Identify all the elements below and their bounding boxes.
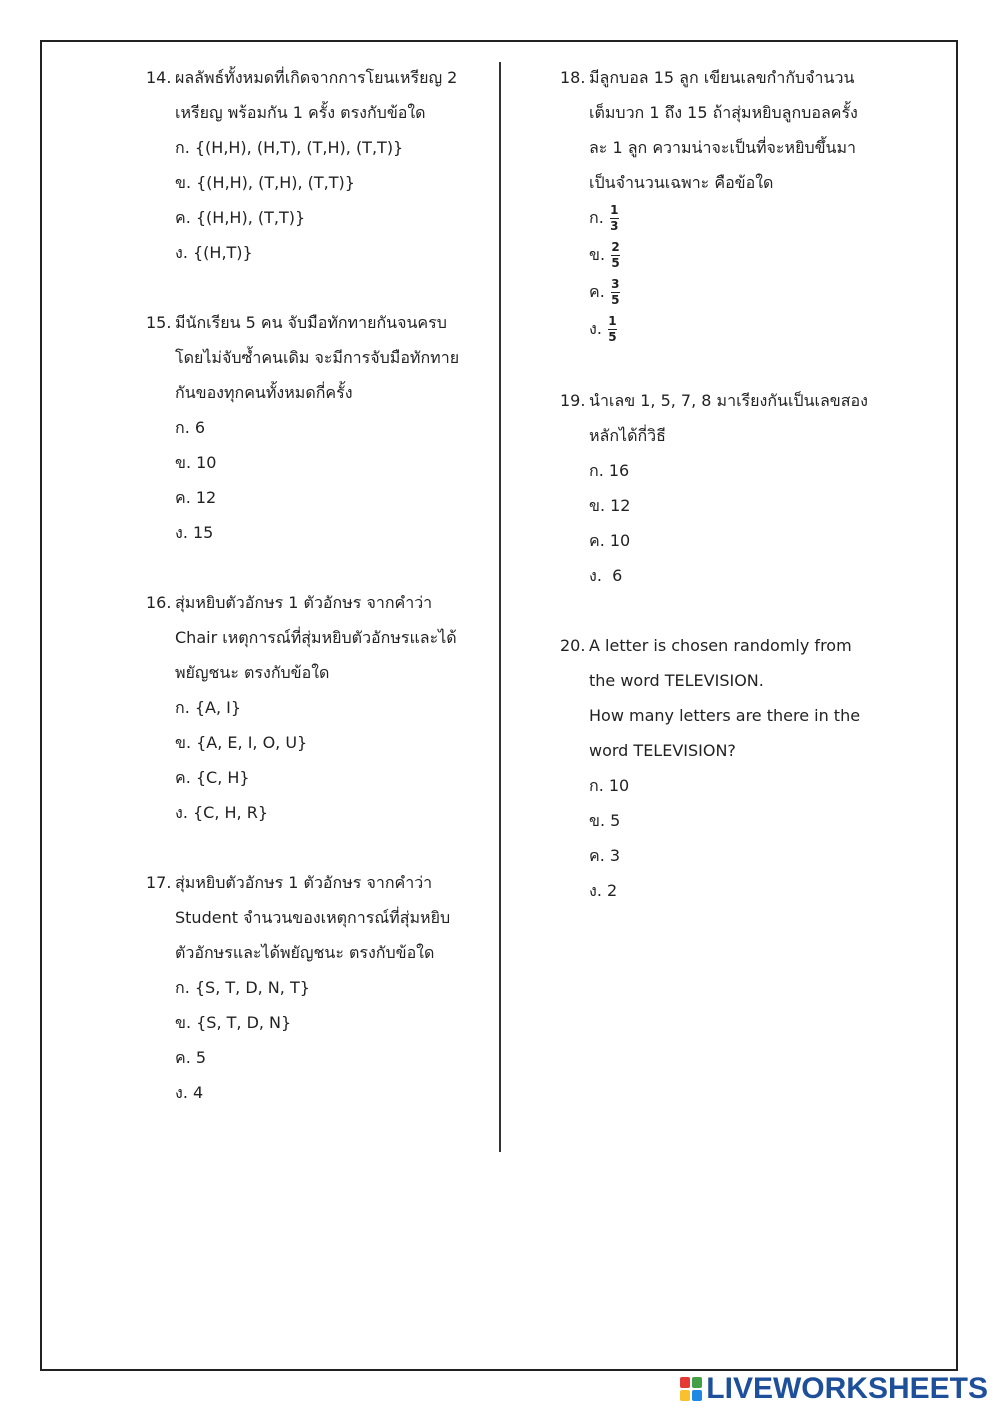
question-text-line: มีนักเรียน 5 คน จับมือทักทายกันจนครบ — [175, 313, 447, 332]
question-16 — [146, 585, 481, 830]
logo-square — [692, 1377, 702, 1388]
question-text-line: เป็นจำนวนเฉพาะ คือข้อใด — [589, 173, 774, 192]
choice-d[interactable]: ง. {(H,T)} — [175, 243, 253, 262]
question-text-line: word TELEVISION? — [589, 741, 736, 760]
choice-d[interactable]: ง. 15 — [175, 523, 214, 542]
right-column — [560, 60, 895, 908]
choice-d[interactable]: ง. 2 — [589, 881, 618, 900]
choice-a[interactable]: ก. {S, T, D, N, T} — [175, 978, 310, 997]
choice-a[interactable]: ก. 10 — [589, 776, 630, 795]
question-15 — [146, 305, 481, 550]
logo-icon — [680, 1377, 702, 1401]
choice-b[interactable]: ข. {(H,H), (T,H), (T,T)} — [175, 173, 355, 192]
question-17 — [146, 865, 481, 1110]
choice-d[interactable] — [560, 311, 895, 348]
question-text-line: สุ่มหยิบตัวอักษร 1 ตัวอักษร จากคำว่า — [175, 593, 433, 612]
fraction — [608, 315, 617, 344]
question-text-line: มีลูกบอล 15 ลูก เขียนเลขกำกับจำนวน — [589, 68, 855, 87]
question-text-line: นำเลข 1, 5, 7, 8 มาเรียงกันเป็นเลขสอง — [589, 391, 868, 410]
numerator: 1 — [608, 314, 617, 328]
choice-a[interactable]: ก. 16 — [589, 461, 630, 480]
liveworksheets-logo[interactable] — [680, 1372, 988, 1406]
question-14 — [146, 60, 481, 270]
question-18 — [560, 60, 895, 348]
logo-text: LIVEWORKSHEETS — [706, 1372, 988, 1405]
choice-c[interactable]: ค. 10 — [589, 531, 631, 550]
question-text-line: กันของทุกคนทั้งหมดกี่ครั้ง — [175, 383, 353, 402]
logo-square — [680, 1390, 690, 1401]
numerator: 3 — [611, 277, 620, 291]
question-19 — [560, 383, 895, 593]
question-text-line: A letter is chosen randomly from — [589, 636, 852, 655]
choice-c[interactable]: ค. 12 — [175, 488, 217, 507]
fraction — [611, 241, 620, 270]
choice-label: ง. — [589, 319, 602, 338]
question-text-line: พยัญชนะ ตรงกับข้อใด — [175, 663, 330, 682]
choice-b[interactable]: ข. 12 — [589, 496, 631, 515]
choice-c[interactable]: ค. 3 — [589, 846, 621, 865]
question-text-line: ผลลัพธ์ทั้งหมดที่เกิดจากการโยนเหรียญ 2 — [175, 68, 458, 87]
choice-c[interactable]: ค. 5 — [175, 1048, 207, 1067]
choice-b[interactable]: ข. {S, T, D, N} — [175, 1013, 292, 1032]
column-divider — [499, 62, 501, 1152]
choice-b[interactable]: ข. 10 — [175, 453, 217, 472]
choice-c[interactable]: ค. {C, H} — [175, 768, 250, 787]
logo-square — [692, 1390, 702, 1401]
choice-b[interactable]: ข. {A, E, I, O, U} — [175, 733, 308, 752]
question-text-line: เต็มบวก 1 ถึง 15 ถ้าสุ่มหยิบลูกบอลครั้ง — [589, 103, 858, 122]
question-text-line: หลักได้กี่วิธี — [589, 426, 666, 445]
denominator: 5 — [611, 256, 620, 270]
left-column — [146, 60, 481, 1110]
choice-d[interactable]: ง. 4 — [175, 1083, 204, 1102]
numerator: 1 — [610, 203, 619, 217]
question-text-line: ตัวอักษรและได้พยัญชนะ ตรงกับข้อใด — [175, 943, 435, 962]
question-text-line: Student จำนวนของเหตุการณ์ที่สุ่มหยิบ — [175, 908, 451, 927]
choice-b[interactable] — [560, 237, 895, 274]
question-number: 19. — [560, 391, 586, 410]
question-20 — [560, 628, 895, 908]
choice-c[interactable] — [560, 274, 895, 311]
denominator: 3 — [610, 219, 619, 233]
choice-label: ก. — [589, 208, 604, 227]
choice-a[interactable]: ก. 6 — [175, 418, 206, 437]
question-text-line: the word TELEVISION. — [589, 671, 764, 690]
choice-d[interactable]: ง. 6 — [589, 566, 623, 585]
choice-b[interactable]: ข. 5 — [589, 811, 621, 830]
question-text-line: ละ 1 ลูก ความน่าจะเป็นที่จะหยิบขึ้นมา — [589, 138, 856, 157]
question-number: 18. — [560, 68, 586, 87]
choice-label: ข. — [589, 245, 606, 264]
question-number: 16. — [146, 593, 172, 612]
fraction — [611, 278, 620, 307]
choice-a[interactable]: ก. {A, I} — [175, 698, 242, 717]
question-text-line: เหรียญ พร้อมกัน 1 ครั้ง ตรงกับข้อใด — [175, 103, 426, 122]
choice-a[interactable] — [560, 200, 895, 237]
denominator: 5 — [611, 293, 620, 307]
question-number: 15. — [146, 313, 172, 332]
logo-square — [680, 1377, 690, 1388]
question-number: 14. — [146, 68, 172, 87]
choice-a[interactable]: ก. {(H,H), (H,T), (T,H), (T,T)} — [175, 138, 404, 157]
numerator: 2 — [611, 240, 620, 254]
fraction — [610, 204, 619, 233]
choice-d[interactable]: ง. {C, H, R} — [175, 803, 269, 822]
denominator: 5 — [608, 330, 617, 344]
question-number: 17. — [146, 873, 172, 892]
question-text-line: How many letters are there in the — [589, 706, 861, 725]
question-text-line: สุ่มหยิบตัวอักษร 1 ตัวอักษร จากคำว่า — [175, 873, 433, 892]
choice-c[interactable]: ค. {(H,H), (T,T)} — [175, 208, 306, 227]
question-text-line: โดยไม่จับซ้ำคนเดิม จะมีการจับมือทักทาย — [175, 348, 460, 367]
choice-label: ค. — [589, 282, 605, 301]
question-number: 20. — [560, 636, 586, 655]
question-text-line: Chair เหตุการณ์ที่สุ่มหยิบตัวอักษรและได้ — [175, 628, 457, 647]
